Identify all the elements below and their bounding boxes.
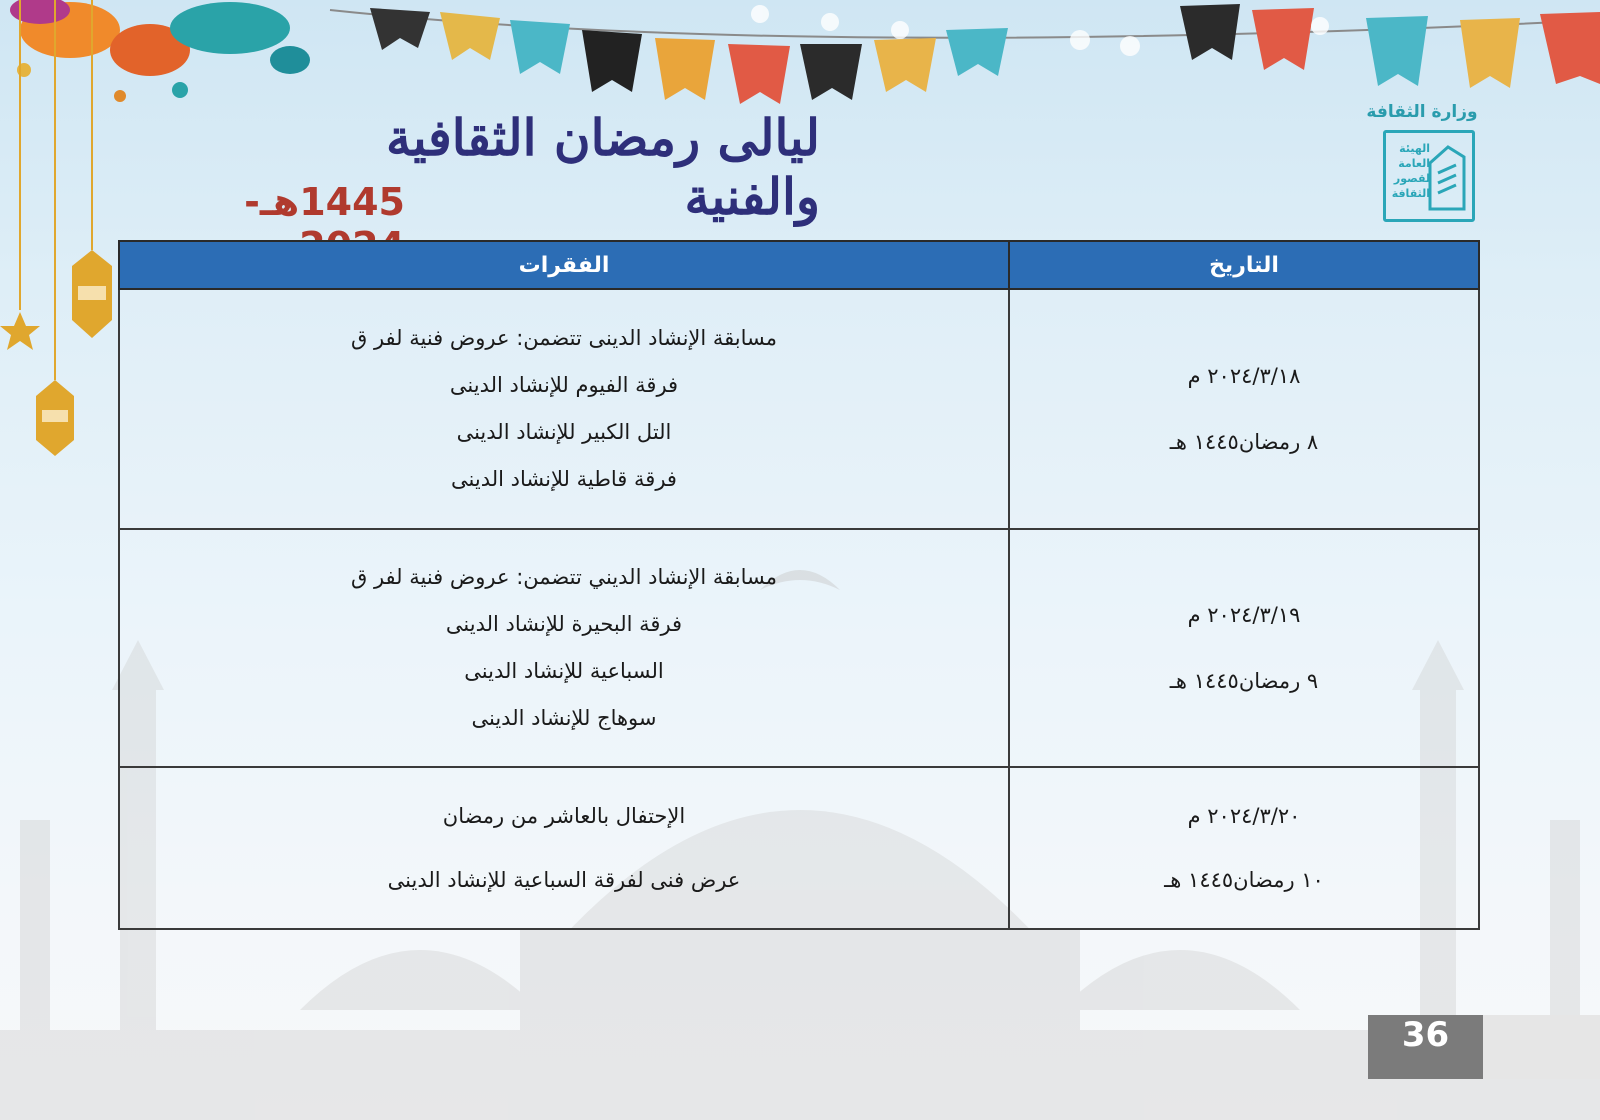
column-header-date: التاريخ	[1009, 241, 1479, 289]
building-logo-icon	[1426, 143, 1468, 213]
ministry-name: وزارة الثقافة	[1366, 102, 1478, 122]
page-title: ليالى رمضان الثقافية والفنية	[385, 108, 820, 226]
program-item: فرقة قاطية للإنشاد الدينى	[451, 467, 677, 491]
lantern-icon	[72, 250, 112, 338]
program-item: فرقة الفيوم للإنشاد الدينى	[449, 373, 679, 397]
column-header-items: الفقرات	[119, 241, 1009, 289]
schedule-table	[118, 240, 1480, 930]
date-cell	[1009, 289, 1479, 529]
logo-text-line: الثقافة	[1391, 187, 1430, 200]
program-item: السباعية للإنشاد الدينى	[464, 659, 664, 683]
date-cell	[1009, 767, 1479, 929]
items-cell	[119, 529, 1009, 767]
program-item: الإحتفال بالعاشر من رمضان	[442, 804, 686, 828]
hijri-date: ١٠ رمضان١٤٤٥ هـ	[1164, 868, 1324, 892]
authority-logo	[1383, 130, 1475, 222]
program-item: مسابقة الإنشاد الديني تتضمن: عروض فنية لفر ق	[350, 565, 778, 589]
table-row	[119, 289, 1479, 529]
program-item: سوهاج للإنشاد الدينى	[471, 706, 657, 730]
page-subtitle: 1445هـ-	[244, 180, 405, 224]
logo-text-line: العامة	[1398, 157, 1430, 170]
gregorian-date: ٢٠٢٤/٣/١٩ م	[1187, 603, 1301, 627]
bunting-flags	[370, 4, 1600, 104]
hijri-date: ٩ رمضان١٤٤٥ هـ	[1169, 669, 1319, 693]
page-number: 36	[1401, 1015, 1450, 1055]
program-item: التل الكبير للإنشاد الدينى	[456, 420, 672, 444]
table-header-row	[119, 241, 1479, 289]
items-cell	[119, 767, 1009, 929]
program-item: فرقة البحيرة للإنشاد الدينى	[445, 612, 683, 636]
gregorian-date: ٢٠٢٤/٣/١٨ م	[1187, 364, 1301, 388]
logo-text-line: الهيئة	[1399, 142, 1430, 155]
date-cell	[1009, 529, 1479, 767]
program-item: مسابقة الإنشاد الدينى تتضمن: عروض فنية لفر ق	[350, 326, 778, 350]
star-icon	[0, 312, 40, 350]
program-item: عرض فنى لفرقة السباعية للإنشاد الدينى	[387, 868, 741, 892]
logo-text-line: لقصور	[1393, 172, 1430, 185]
table-row	[119, 767, 1479, 929]
logo-text	[1390, 141, 1430, 201]
items-cell	[119, 289, 1009, 529]
gregorian-date: ٢٠٢٤/٣/٢٠ م	[1187, 804, 1301, 828]
hijri-date: ٨ رمضان١٤٤٥ هـ	[1169, 430, 1319, 454]
lantern-icon	[36, 380, 74, 456]
table-row	[119, 529, 1479, 767]
